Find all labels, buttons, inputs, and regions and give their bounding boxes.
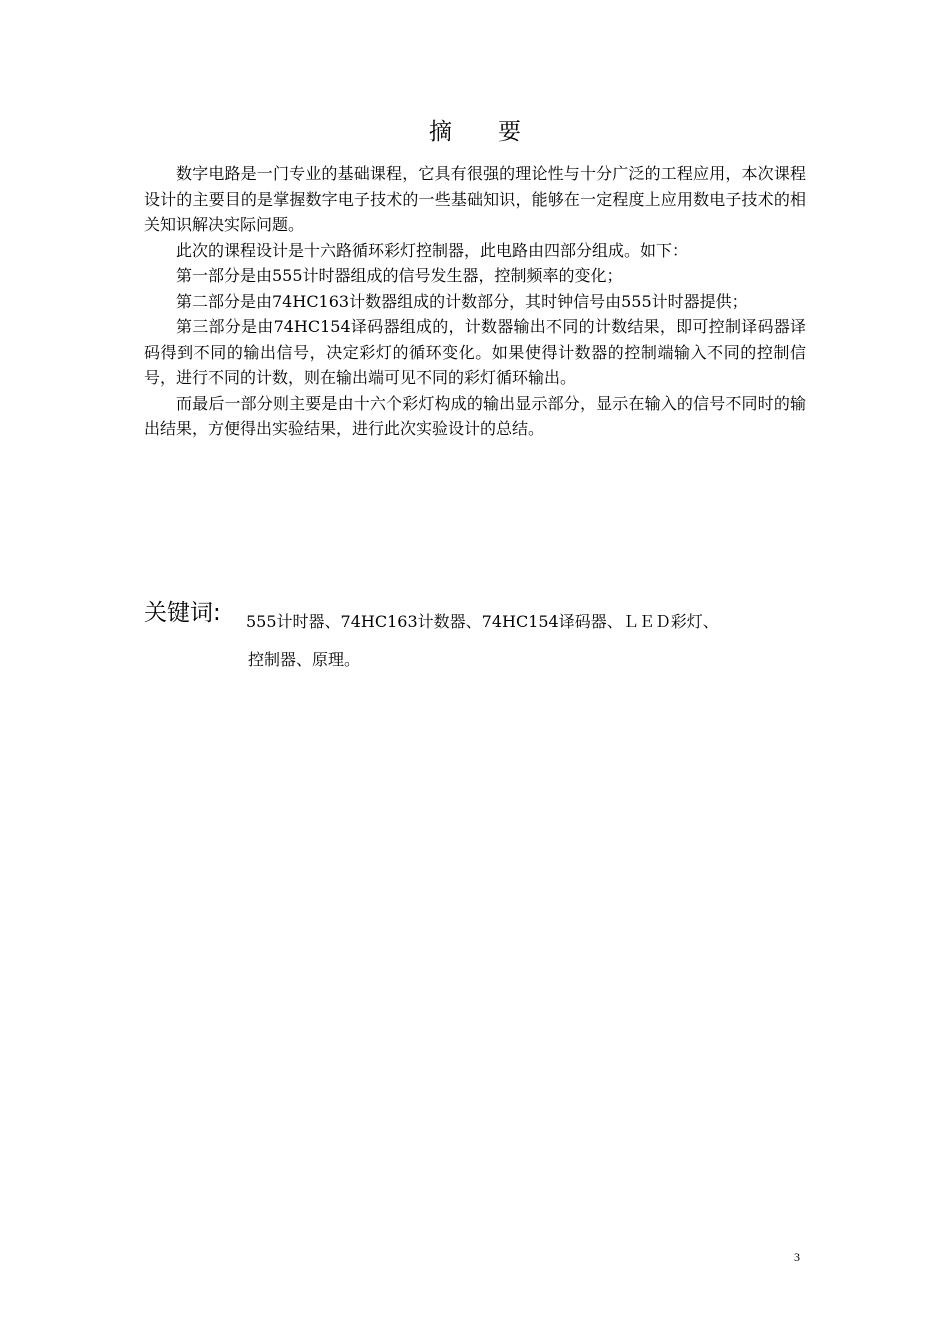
abstract-paragraph-4: 第二部分是由74HC163计数器组成的计数部分，其时钟信号由555计时器提供； [176,291,748,311]
abstract-title-char-1: 摘 [429,119,452,145]
abstract-body [144,161,806,442]
abstract-paragraph-6: 而最后一部分则主要是由十六个彩灯构成的输出显示部分，显示在输入的信号不同时的输出结果，方便得出实验结果，进行此次实验设计的总结。 [144,393,806,438]
keywords-label: 关键词: [144,600,221,626]
page-number: 3 [794,1250,800,1264]
keywords-line-1: 555计时器、74HC163计数器、74HC154译码器、ＬＥＤ彩灯、 [246,612,719,631]
abstract-paragraph-2: 此次的课程设计是十六路循环彩灯控制器，此电路由四部分组成。如下： [176,240,689,260]
abstract-paragraph-3: 第一部分是由555计时器组成的信号发生器，控制频率的变化； [176,266,623,285]
abstract-title [0,116,950,148]
abstract-paragraph-5: 第三部分是由74HC154译码器组成的，计数器输出不同的计数结果，即可控制译码器译码得到不同的输出信号，决定彩灯的循环变化。如果使得计数器的控制端输入不同的控制信号，进行不同的计数，则在输出端可见不同的彩灯循环输出。 [144,317,806,387]
abstract-paragraph-1: 数字电路是一门专业的基础课程，它具有很强的理论性与十分广泛的工程应用，本次课程设计的主要目的是掌握数字电子技术的一些基础知识，能够在一定程度上应用数电子技术的相关知识解决实际问题。 [144,164,806,234]
keywords-line-2: 控制器、原理。 [248,650,361,669]
abstract-title-char-2: 要 [498,119,521,145]
